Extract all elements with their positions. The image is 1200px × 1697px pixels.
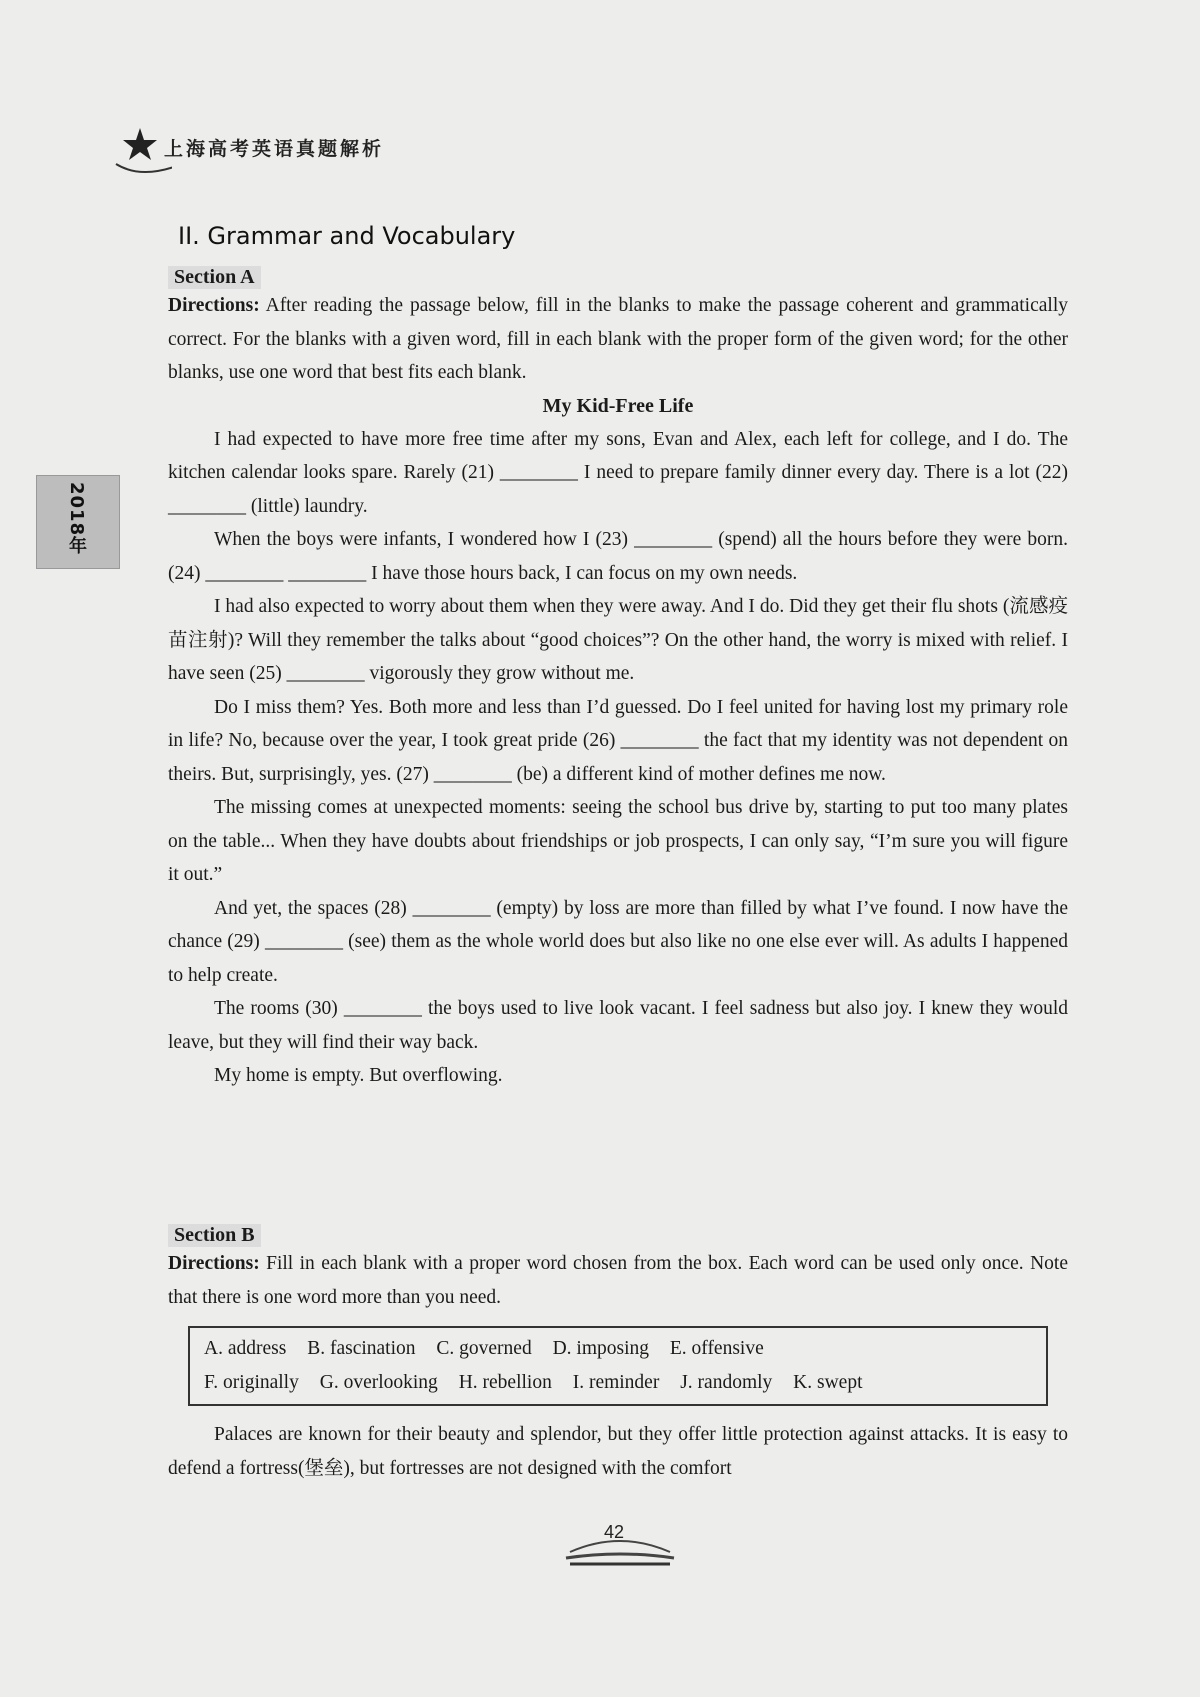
paragraph: When the boys were infants, I wondered how I (23) ________ (spend) all the hours before they were born. (24) ________ ________ I have those hours back, I can focus on my own needs. <box>168 529 1068 584</box>
word-option: J. randomly <box>680 1372 773 1393</box>
word-option: G. overlooking <box>319 1372 438 1393</box>
section-b-label: Section B <box>168 1224 261 1247</box>
word-bank-row <box>204 1366 1032 1400</box>
paragraph: I had also expected to worry about them when they were away. And I do. Did they get their flu shots (流感疫苗注射)? Will they remember the talks about “good choices”? On the other hand, the worry is mixed with relief. I have seen (25) ________ vigorously they grow without me. <box>168 596 1068 684</box>
part-title: II. Grammar and Vocabulary <box>178 222 516 250</box>
paragraph: Palaces are known for their beauty and splendor, but they offer little protection against attacks. It is easy to defend a fortress(堡垒), but fortresses are not designed with the comfort <box>168 1424 1068 1479</box>
year-label: 2018年 <box>66 482 87 556</box>
page-number: 42 <box>604 1522 625 1542</box>
paragraph: My home is empty. But overflowing. <box>214 1065 503 1086</box>
word-bank-box <box>188 1326 1048 1406</box>
directions-label: Directions: <box>168 295 260 316</box>
book-header <box>112 120 432 180</box>
word-bank-row <box>204 1332 1032 1366</box>
word-option: E. offensive <box>669 1338 764 1359</box>
word-option: K. swept <box>793 1372 863 1393</box>
paragraph: Do I miss them? Yes. Both more and less than I’d guessed. Do I feel united for having lost my primary role in life? No, because over the year, I took great pride (26) ________ the fact that my identity was not dependent on theirs. But, surprisingly, yes. (27) ________ (be) a different kind of mother defines me now. <box>168 696 1068 785</box>
section-b <box>168 1224 1068 1485</box>
word-option: B. fascination <box>307 1338 416 1359</box>
section-a-directions <box>168 289 1068 390</box>
year-tab <box>36 475 120 569</box>
paragraph: The missing comes at unexpected moments: seeing the school bus drive by, starting to put too many plates on the table... When they have doubts about friendships or job prospects, I can only say, “I’m sure you will figure it out.” <box>168 797 1068 885</box>
section-a-label: Section A <box>168 266 261 289</box>
word-option: D. imposing <box>552 1338 650 1359</box>
word-option: A. address <box>204 1338 287 1359</box>
passage-title: My Kid-Free Life <box>542 394 694 417</box>
word-option: C. governed <box>436 1338 532 1359</box>
star-swoosh-icon <box>112 120 172 180</box>
directions-label: Directions: <box>168 1253 260 1274</box>
section-a <box>168 266 1068 1093</box>
paragraph: I had expected to have more free time after my sons, Evan and Alex, each left for college, and I do. The kitchen calendar looks spare. Rarely (21) ________ I need to prepare family dinner every day. There is a lot (22) ________ (little) laundry. <box>168 428 1068 517</box>
paragraph: And yet, the spaces (28) ________ (empty) by loss are more than filled by what I’ve found. I now have the chance (29) ________ (see) them as the whole world does but also like no one else ever will. As adults I happened to help create. <box>168 897 1068 986</box>
paragraph: The rooms (30) ________ the boys used to live look vacant. I feel sadness but also joy. I knew they would leave, but they will find their way back. <box>168 998 1068 1053</box>
page-number-badge <box>560 1520 680 1570</box>
book-title: 上海高考英语真题解析 <box>164 138 385 160</box>
directions-text: Fill in each blank with a proper word chosen from the box. Each word can be used only once. Note that there is one word more than you need. <box>168 1253 1068 1308</box>
section-b-directions <box>168 1247 1068 1314</box>
directions-text: After reading the passage below, fill in the blanks to make the passage coherent and grammatically correct. For the blanks with a given word, fill in each blank with the proper form of the given word; for the other blanks, use one word that best fits each blank. <box>168 295 1068 383</box>
word-option: F. originally <box>204 1372 299 1393</box>
word-option: I. reminder <box>572 1372 660 1393</box>
word-option: H. rebellion <box>458 1372 552 1393</box>
